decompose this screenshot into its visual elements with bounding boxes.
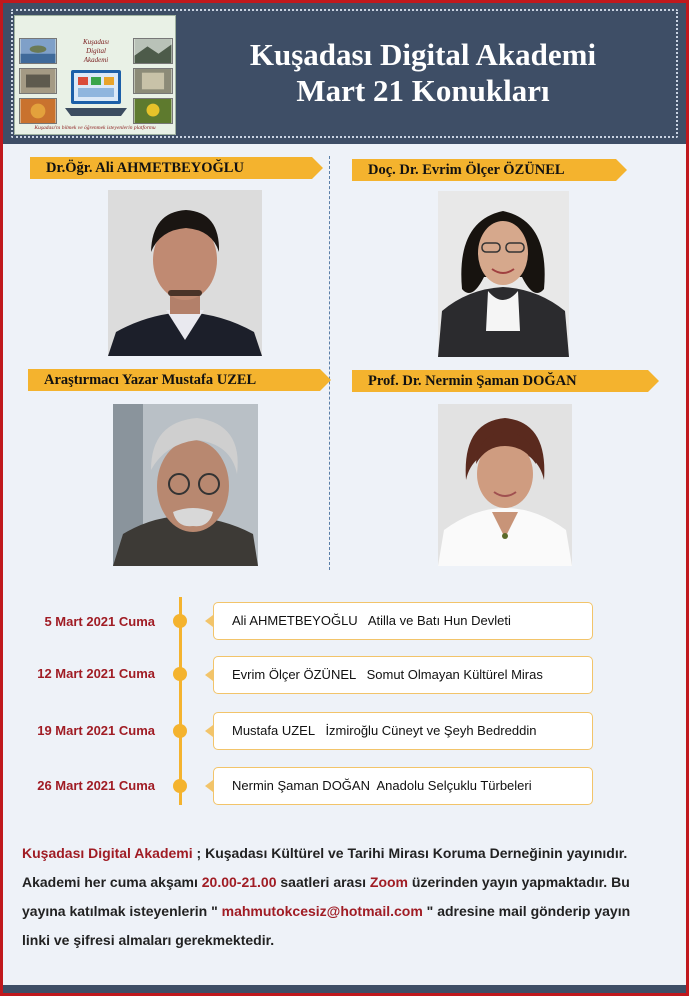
schedule-event-3: Mustafa UZEL İzmiroğlu Cüneyt ve Şeyh Bedreddin — [213, 712, 593, 750]
zoom-text: Zoom — [369, 874, 409, 890]
header-banner — [3, 3, 686, 144]
guest-photo-3 — [113, 404, 258, 566]
bottom-bar — [3, 985, 686, 993]
timeline-dot — [173, 779, 187, 793]
schedule-event-4: Nermin Şaman DOĞAN Anadolu Selçuklu Türbeleri — [213, 767, 593, 805]
logo-text: Digital — [86, 47, 106, 55]
title-line-2: Mart 21 Konukları — [296, 73, 550, 108]
paragraph-text-1: ; Kuşadası Kültürel ve Tarihi Mirası Koruma Derneğinin yayınıdır. Akademi her cuma akşamı — [22, 845, 628, 890]
logo-photo-icon — [19, 38, 57, 64]
guest-label-4: Prof. Dr. Nermin Şaman DOĞAN — [352, 370, 648, 392]
schedule-date-2: 12 Mart 2021 Cuma — [37, 666, 155, 681]
logo-photo-icon — [133, 38, 173, 64]
paragraph-text-4: " adresine mail gönderip yayın linki ve şifresi almaları gerekmektedir. — [22, 903, 631, 948]
schedule-date-4: 26 Mart 2021 Cuma — [37, 778, 155, 793]
guest-label-2: Doç. Dr. Evrim Ölçer ÖZÜNEL — [352, 159, 616, 181]
logo-text: Akademi — [83, 56, 109, 64]
guest-label-3: Araştırmacı Yazar Mustafa UZEL — [28, 369, 320, 391]
guest-photo-4 — [438, 404, 572, 566]
schedule-event-2: Evrim Ölçer ÖZÜNEL Somut Olmayan Kültürel Miras — [213, 656, 593, 694]
paragraph-text-2: saatleri arası — [276, 874, 370, 890]
logo-tagline: Kuşadası'nı bilmek ve öğrenmek isteyenlerin platformu — [34, 125, 156, 131]
paragraph-text-3: üzerinden yayın yapmaktadır. Bu yayına katılmak isteyenlerin " — [22, 874, 630, 919]
laptop-icon — [65, 68, 127, 120]
schedule-date-3: 19 Mart 2021 Cuma — [37, 723, 155, 738]
guest-label-1: Dr.Öğr. Ali AHMETBEYOĞLU — [30, 157, 312, 179]
logo-photo-icon — [19, 68, 57, 94]
column-divider — [329, 156, 330, 570]
logo-photo-icon — [133, 98, 173, 124]
title-line-1: Kuşadası Digital Akademi — [249, 37, 597, 72]
academy-logo — [14, 15, 176, 135]
contact-email[interactable]: mahmutokcesiz@hotmail.com — [221, 903, 423, 919]
logo-photo-icon — [19, 98, 57, 124]
timeline-line — [179, 597, 182, 805]
logo-text: Kuşadası — [82, 38, 110, 46]
guest-photo-2 — [438, 191, 569, 357]
broadcast-time: 20.00-21.00 — [201, 874, 277, 890]
logo-photo-icon — [133, 68, 173, 94]
page-title — [183, 37, 663, 109]
schedule-date-1: 5 Mart 2021 Cuma — [44, 614, 155, 629]
guest-photo-1 — [108, 190, 262, 356]
timeline-dot — [173, 724, 187, 738]
info-paragraph — [22, 839, 662, 955]
schedule-event-1: Ali AHMETBEYOĞLU Atilla ve Batı Hun Devleti — [213, 602, 593, 640]
org-name: Kuşadası Digital Akademi — [22, 845, 193, 861]
timeline-dot — [173, 667, 187, 681]
timeline-dot — [173, 614, 187, 628]
